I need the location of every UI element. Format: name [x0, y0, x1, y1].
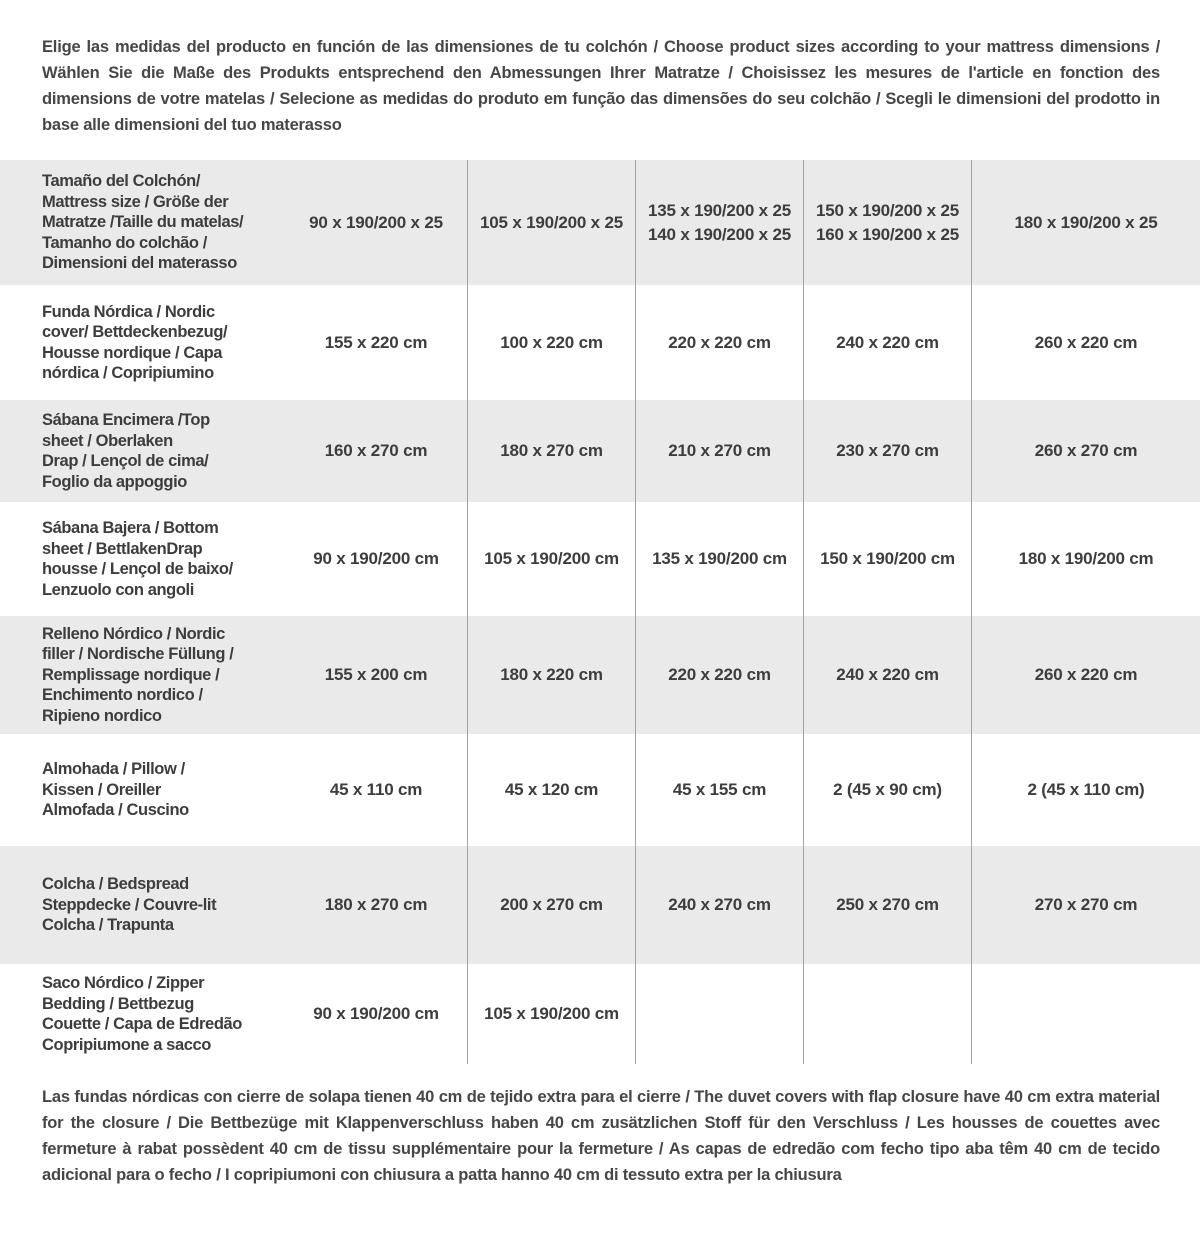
size-value: 150 x 190/200 x 25: [816, 200, 959, 220]
row-label-line: sheet / BettlakenDrap: [42, 539, 203, 558]
size-cell: [635, 285, 803, 400]
row-label-line: Relleno Nórdico / Nordic: [42, 624, 225, 643]
row-label-line: Copripiumone a sacco: [42, 1035, 211, 1054]
row-label-line: Housse nordique / Capa: [42, 343, 223, 362]
size-cell: [467, 734, 635, 846]
size-value: 105 x 190/200 x 25: [480, 212, 623, 232]
size-cell: [971, 846, 1200, 964]
row-label: [0, 964, 285, 1064]
intro-text: Elige las medidas del producto en función de las dimensiones de tu colchón / Choose product sizes according to your mattress dimensions / Wählen Sie die Maße des Produkts entsprechend den Abmessungen Ihrer Matratze / Choisissez les mesures de l'article en fonction des dimensions de votre matelas / Selecione as medidas do produto em função das dimensões do seu colchão / Scegli le dimensioni del prodotto in base alle dimensioni del tuo materasso: [42, 38, 1160, 134]
size-cell: [803, 734, 971, 846]
size-cell: [803, 964, 971, 1064]
size-value: 45 x 155 cm: [672, 780, 767, 799]
size-value: 220 x 220 cm: [668, 665, 771, 684]
row-label-line: Sábana Encimera /Top: [42, 411, 210, 429]
size-cell: [635, 616, 803, 734]
size-value: 260 x 220 cm: [1034, 332, 1138, 352]
table-row: [0, 502, 1200, 616]
table-row: [0, 400, 1200, 502]
size-value: 155 x 220 cm: [324, 332, 428, 352]
row-label-line: Drap / Lençol de cima/: [42, 452, 209, 470]
row-label: [0, 160, 285, 285]
size-value: 2 (45 x 90 cm): [833, 780, 942, 799]
row-label-line: Enchimento nordico /: [42, 686, 203, 705]
size-cell: [971, 285, 1200, 400]
size-cell: [285, 734, 467, 846]
row-label-line: Funda Nórdica / Nordic: [42, 302, 215, 321]
footer-note: Las fundas nórdicas con cierre de solapa tienen 40 cm de tejido extra para el cierre / The duvet covers with flap closure have 40 cm extra material for the closure / Die Bettbezüge mit Klappenverschluss haben 40 cm zusätzlichen Stoff für den Verschluss / Les housses de couettes avec fermeture à rabat possèdent 40 cm de tissu supplémentaire pour la fermeture / As capas de edredão com fecho tipo aba têm 40 cm de tecido adicional para o fecho / I copripiumoni con chiusura a patta hanno 40 cm di tessuto extra per la chiusura: [42, 1088, 1160, 1184]
size-cell: [285, 964, 467, 1064]
row-label-line: sheet / Oberlaken: [42, 431, 173, 450]
row-label-line: nórdica / Copripiumino: [42, 364, 214, 382]
row-label-line: housse / Lençol de baixo/: [42, 560, 233, 578]
size-value: 160 x 270 cm: [324, 441, 428, 460]
row-label-line: Colcha / Trapunta: [42, 916, 174, 935]
row-label-line: Remplissage nordique /: [42, 665, 220, 684]
size-value: 180 x 190/200 cm: [1018, 549, 1154, 568]
size-value: 180 x 220 cm: [500, 665, 603, 684]
table-row: [0, 964, 1200, 1064]
row-label-line: Sábana Bajera / Bottom: [42, 519, 219, 537]
size-value: 250 x 270 cm: [836, 895, 939, 914]
row-label-line: Ripieno nordico: [42, 706, 162, 725]
row-label: [0, 502, 285, 616]
size-value: 90 x 190/200 cm: [313, 549, 439, 568]
row-label-line: Bedding / Bettbezug: [42, 994, 194, 1013]
size-value: 135 x 190/200 cm: [652, 549, 787, 568]
size-value: 200 x 270 cm: [500, 895, 603, 914]
size-cell: [803, 160, 971, 285]
size-value: 230 x 270 cm: [836, 441, 939, 460]
row-label-line: filler / Nordische Füllung /: [42, 645, 234, 664]
size-cell: [285, 616, 467, 734]
row-label: [0, 616, 285, 734]
size-value: 180 x 270 cm: [324, 895, 428, 914]
table-row: [0, 734, 1200, 846]
size-cell: [971, 616, 1200, 734]
size-cell: [285, 400, 467, 502]
size-cell: [971, 734, 1200, 846]
row-label-line: Couette / Capa de Edredão: [42, 1015, 242, 1033]
size-value: 90 x 190/200 cm: [313, 1004, 439, 1023]
size-value: 220 x 220 cm: [668, 332, 771, 352]
size-cell: [803, 846, 971, 964]
size-cell: [803, 616, 971, 734]
row-label-line: Almohada / Pillow /: [42, 760, 185, 779]
size-value: 2 (45 x 110 cm): [1027, 780, 1145, 799]
size-value: 160 x 190/200 x 25: [816, 224, 959, 244]
row-label: [0, 846, 285, 964]
size-value: 105 x 190/200 cm: [484, 549, 619, 568]
size-value: 240 x 270 cm: [668, 895, 771, 914]
size-chart-page: [0, 34, 1200, 1188]
row-label-line: Lenzuolo con angoli: [42, 580, 194, 599]
size-cell: [635, 846, 803, 964]
size-cell: [467, 616, 635, 734]
size-value: 270 x 270 cm: [1034, 895, 1138, 914]
size-value: 180 x 190/200 x 25: [1014, 212, 1158, 232]
size-value: 260 x 270 cm: [1034, 441, 1138, 460]
row-label-line: cover/ Bettdeckenbezug/: [42, 323, 228, 341]
row-label: [0, 734, 285, 846]
row-label-line: Dimensioni del materasso: [42, 254, 237, 273]
size-value: 90 x 190/200 x 25: [309, 212, 443, 232]
size-cell: [971, 964, 1200, 1064]
row-label-line: Mattress size / Größe der: [42, 192, 229, 211]
size-cell: [285, 285, 467, 400]
size-cell: [971, 400, 1200, 502]
size-cell: [971, 160, 1200, 285]
size-value: 45 x 110 cm: [329, 780, 423, 799]
table-row: [0, 160, 1200, 285]
size-cell: [803, 502, 971, 616]
row-label-line: Colcha / Bedspread: [42, 875, 189, 894]
row-label-line: Almofada / Cuscino: [42, 801, 189, 820]
size-value: 210 x 270 cm: [668, 441, 771, 460]
row-label-line: Kissen / Oreiller: [42, 780, 161, 799]
size-cell: [285, 846, 467, 964]
row-label-line: Tamaño del Colchón/: [42, 172, 201, 191]
size-cell: [635, 400, 803, 502]
row-label-line: Steppdecke / Couvre-lit: [42, 895, 217, 914]
size-cell: [467, 502, 635, 616]
row-label-line: Tamanho do colchão /: [42, 233, 207, 252]
size-value: 240 x 220 cm: [836, 332, 939, 352]
size-cell: [803, 400, 971, 502]
size-cell: [971, 502, 1200, 616]
size-cell: [467, 285, 635, 400]
size-cell: [285, 160, 467, 285]
size-cell: [467, 964, 635, 1064]
row-label: [0, 400, 285, 502]
table-row: [0, 285, 1200, 400]
size-value: 260 x 220 cm: [1034, 665, 1138, 684]
row-label: [0, 285, 285, 400]
table-row: [0, 846, 1200, 964]
size-cell: [635, 734, 803, 846]
size-cell: [285, 502, 467, 616]
row-label-line: Saco Nórdico / Zipper: [42, 974, 205, 992]
size-cell: [635, 160, 803, 285]
size-value: 100 x 220 cm: [500, 332, 603, 352]
size-value: 180 x 270 cm: [500, 441, 603, 460]
size-cell: [467, 400, 635, 502]
size-cell: [803, 285, 971, 400]
row-label-line: Matratze /Taille du matelas/: [42, 213, 244, 232]
row-label-line: Foglio da appoggio: [42, 472, 187, 491]
size-value: 240 x 220 cm: [836, 665, 939, 684]
size-cell: [635, 502, 803, 616]
size-cell: [467, 846, 635, 964]
size-value: 155 x 200 cm: [324, 665, 428, 684]
size-cell: [467, 160, 635, 285]
size-value: 105 x 190/200 cm: [484, 1004, 619, 1023]
size-table: [0, 160, 1200, 1064]
size-value: 140 x 190/200 x 25: [648, 224, 791, 244]
size-value: 150 x 190/200 cm: [820, 549, 955, 568]
table-row: [0, 616, 1200, 734]
size-value: 45 x 120 cm: [504, 780, 599, 799]
size-value: 135 x 190/200 x 25: [648, 200, 791, 220]
size-cell: [635, 964, 803, 1064]
